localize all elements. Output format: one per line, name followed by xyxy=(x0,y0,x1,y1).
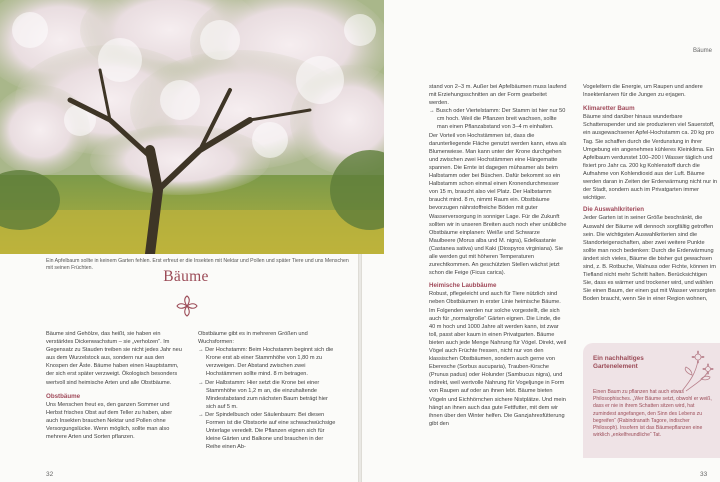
flower-ornament-icon xyxy=(176,295,198,317)
intro-paragraph: Bäume sind Gehölze, das heißt, sie haben ein verstärktes Dickenwachstum – sie „verholzen“. Im Gegensatz zu Stauden treiben sie nicht jedes Jahr neu aus dem Wurzelstock aus, sondern nur aus den Knospen der Äste. Bäume haben einen Hauptstamm, der sich erst später verzweigt. Ökologisch besonders wertvoll sind heimische Arten und alle Obstbäume. xyxy=(46,331,182,386)
left-column-2 xyxy=(198,330,336,451)
arrow-icon: → xyxy=(198,347,206,354)
obstbaeume-paragraph: Uns Menschen freut es, den ganzen Sommer und Herbst frisches Obst auf dem Teller zu haben, aber auch Insekten brauchen Nektar und Pollen ohne Versorgungslücke. Wenn möglich, sollte man also mehrere Arten und Sorten pflanzen. xyxy=(46,401,173,441)
list-item: → Der Hochstamm: Beim Hochstamm beginnt sich die Krone erst ab einer Stammhöhe von 1,80 m zu verzweigen. Der Abstand zwischen zwei Hochstämmen sollte mind. 8 m betragen. xyxy=(198,347,334,378)
flowers-illustration-icon xyxy=(668,345,718,393)
arrow-icon: → xyxy=(429,108,437,115)
paragraph: Jeder Garten ist in seiner Größe beschränkt, die Auswahl der Bäume will dennoch sorgfältig getroffen sein. Die wichtigsten Auswahlkriterien sind die Standorteigenschaften, aber zwei weitere Punkte sollte man noch bedenken: Durch die Erderwärmung ändert sich vieles, Bäume die bisher gut gewachsen sind, z. B. Rotbuche, Walnuss oder Fichte, können im Tiefland nicht mehr Schritt halten. Berücksichtigen Sie, dass es wärmer und trockener wird, und wählen Sie einen Baum, der einen gut mit Wasser versorgten Boden braucht, wenn Sie in einer Region wohnen, xyxy=(583,215,716,303)
left-column-1 xyxy=(46,330,184,441)
chapter-title: Bäume xyxy=(163,268,209,285)
apple-tree-photo xyxy=(0,0,384,254)
photo-caption: Ein Apfelbaum sollte in keinem Garten fehlen. Erst erfreut er die Insekten mit Nektar und Pollen und später Tiere und uns Menschen mit seinen Früchten. xyxy=(46,258,349,272)
paragraph: Robust, pflegeleicht und auch für Tiere nützlich sind neben Obstbäumen in erster Linie heimische Bäume. Im Folgenden werden nur solche vorgestellt, die sich auch für „normalgroße“ Gärten eignen. Die Linde, die 40 m hoch und 1000 Jahre alt werden kann, ist zwar toll, passt aber kaum in einen Privatgarten. Bäume bieten auch jede Menge Nahrung für Vögel. Direkt, weil Vögel auch Früchte fressen, nicht nur von den klassischen Obstbäumen, sondern auch gerne von Eberesche (Sorbus aucuparia), Trauben-Kirsche (Prunus padus) oder Holunder (Sambucus nigra), und indirekt, weil wertvolle Nahrung für Vogeljunge in Form von Raupen auf oder an ihnen lebt. Bäume bieten Vögeln und Eichhörnchen sichere Nistplätze. Und mein hängt an ihnen auch das gute Fettfutter, mit dem wir ihnen über den Winter helfen. Die Ganzjahresfütterung gibt den xyxy=(429,291,567,427)
list-item: → Busch oder Viertelstamm: Der Stamm ist hier nur 50 cm hoch. Weil die Pflanzen breit wachsen, sollte man einen Pflanzabstand von 3–4 m einhalten. xyxy=(429,108,566,131)
heading-auswahlkriterien: Die Auswahlkriterien xyxy=(583,206,644,214)
paragraph: Der Vorteil von Hochstämmen ist, dass die darunterliegende Fläche genutzt werden kann, etwa als Blumenwiese. Man kann unter der Krone durchgehen und zwischen zwei Hochstämmen eine Hängematte spannen. Die Ernte ist dagegen mühsamer als beim Halbstamm oder bei Büschen. Dafür bekommt so ein Halbstamm schon einmal einen Kronendurchmesser von 15 m, braucht also viel Platz. Der Halbstamm braucht mind. 8 m, nimmt Raum ein. Obstbäume bevorzugen nährstoffreiche Böden mit guter Wasserversorgung in sonniger Lage. Für die Zukunft sollten wir in unseren Breiten auch noch eher unübliche Obstbäume einplanen: Weiße und Schwarze Maulbeere (Morus alba und M. nigra), Edelkastanie (Castanea sativa) und Kaki (Diospyros virginiana). Sie alle werden gut mit höheren Temperaturen zurechtkommen. An geschützten Stellen wächst jetzt schon die Feige (Ficus carica). xyxy=(429,132,567,277)
paragraph: Bäume sind darüber hinaus wunderbare Schattenspender und sie produzieren viel Sauerstoff, ein ausgewachsener Apfel-Hochstamm ca. 20 kg pro Tag. Sie schaffen durch die Verdunstung in ihrer Umgebung ein angenehmes kühleres Kleinklima. Ein Apfelbaum verdunstet 100–200 l Wasser täglich und fixiert pro Jahr ca. 200 kg Kohlenstoff durch die Aufnahme von Kohlendioxid aus der Luft. Bäume werden daran in Zeiten der Erderwärmung nicht nur in der Stadt, sondern auch im Privatgarten immer wichtiger. xyxy=(583,114,718,202)
running-head: Bäume xyxy=(693,48,713,54)
info-box xyxy=(583,343,720,458)
right-column-1 xyxy=(429,83,567,428)
heading-klimaretter: Klimaretter Baum xyxy=(583,105,635,113)
page-number-right: 33 xyxy=(700,471,708,478)
wuchsformen-intro: Obstbäume gibt es in mehreren Größen und Wuchsformen: xyxy=(198,331,308,346)
paragraph: Vogeleltern die Energie, um Raupen und andere Insektenlarven für die Jungen zu erjagen. xyxy=(583,84,703,99)
right-column-2 xyxy=(583,83,717,303)
arrow-icon: → xyxy=(198,379,206,386)
paragraph: stand von 2–3 m. Außer bei Apfelbäumen muss laufend mit Erziehungsschnitten an der Form gearbeitet werden. xyxy=(429,84,567,107)
page-number-left: 32 xyxy=(46,471,54,478)
info-box-title: Ein nachhaltiges Gartenelement xyxy=(593,355,644,370)
heading-heimische-laubbaeume: Heimische Laubbäume xyxy=(429,282,497,290)
arrow-icon: → xyxy=(198,411,206,418)
list-item: → Der Spindelbusch oder Säulenbaum: Bei diesen Formen ist die Obstsorte auf eine schwachwüchsige Unterlage veredelt. Die Pflanzen eignen sich für kleine Gärten und Balkone und brauchen in der Reihe einen Ab- xyxy=(198,411,336,451)
heading-obstbaeume: Obstbäume xyxy=(46,392,81,400)
info-box-text: Einen Baum zu pflanzen hat auch etwas Philosophisches. „Wer Bäume setzt, obwohl er weiß, dass er nie in ihrem Schatten sitzen wird, hat zumindest angefangen, den Sinn des Lebens zu begreifen“ (Rabindranath Tagore, indischer Philosoph). Insofern ist das Bäumepflanzen eine wirklich „enkelfreundliche“ Tat. xyxy=(593,389,712,439)
chapter-title-block xyxy=(46,268,326,288)
list-item: → Der Halbstamm: Hier setzt die Krone bei einer Stammhöhe von 1,2 m an, die einzuhaltende Mindestabstand zum nächsten Baum beträgt hier sich auf 5 m. xyxy=(198,379,328,410)
